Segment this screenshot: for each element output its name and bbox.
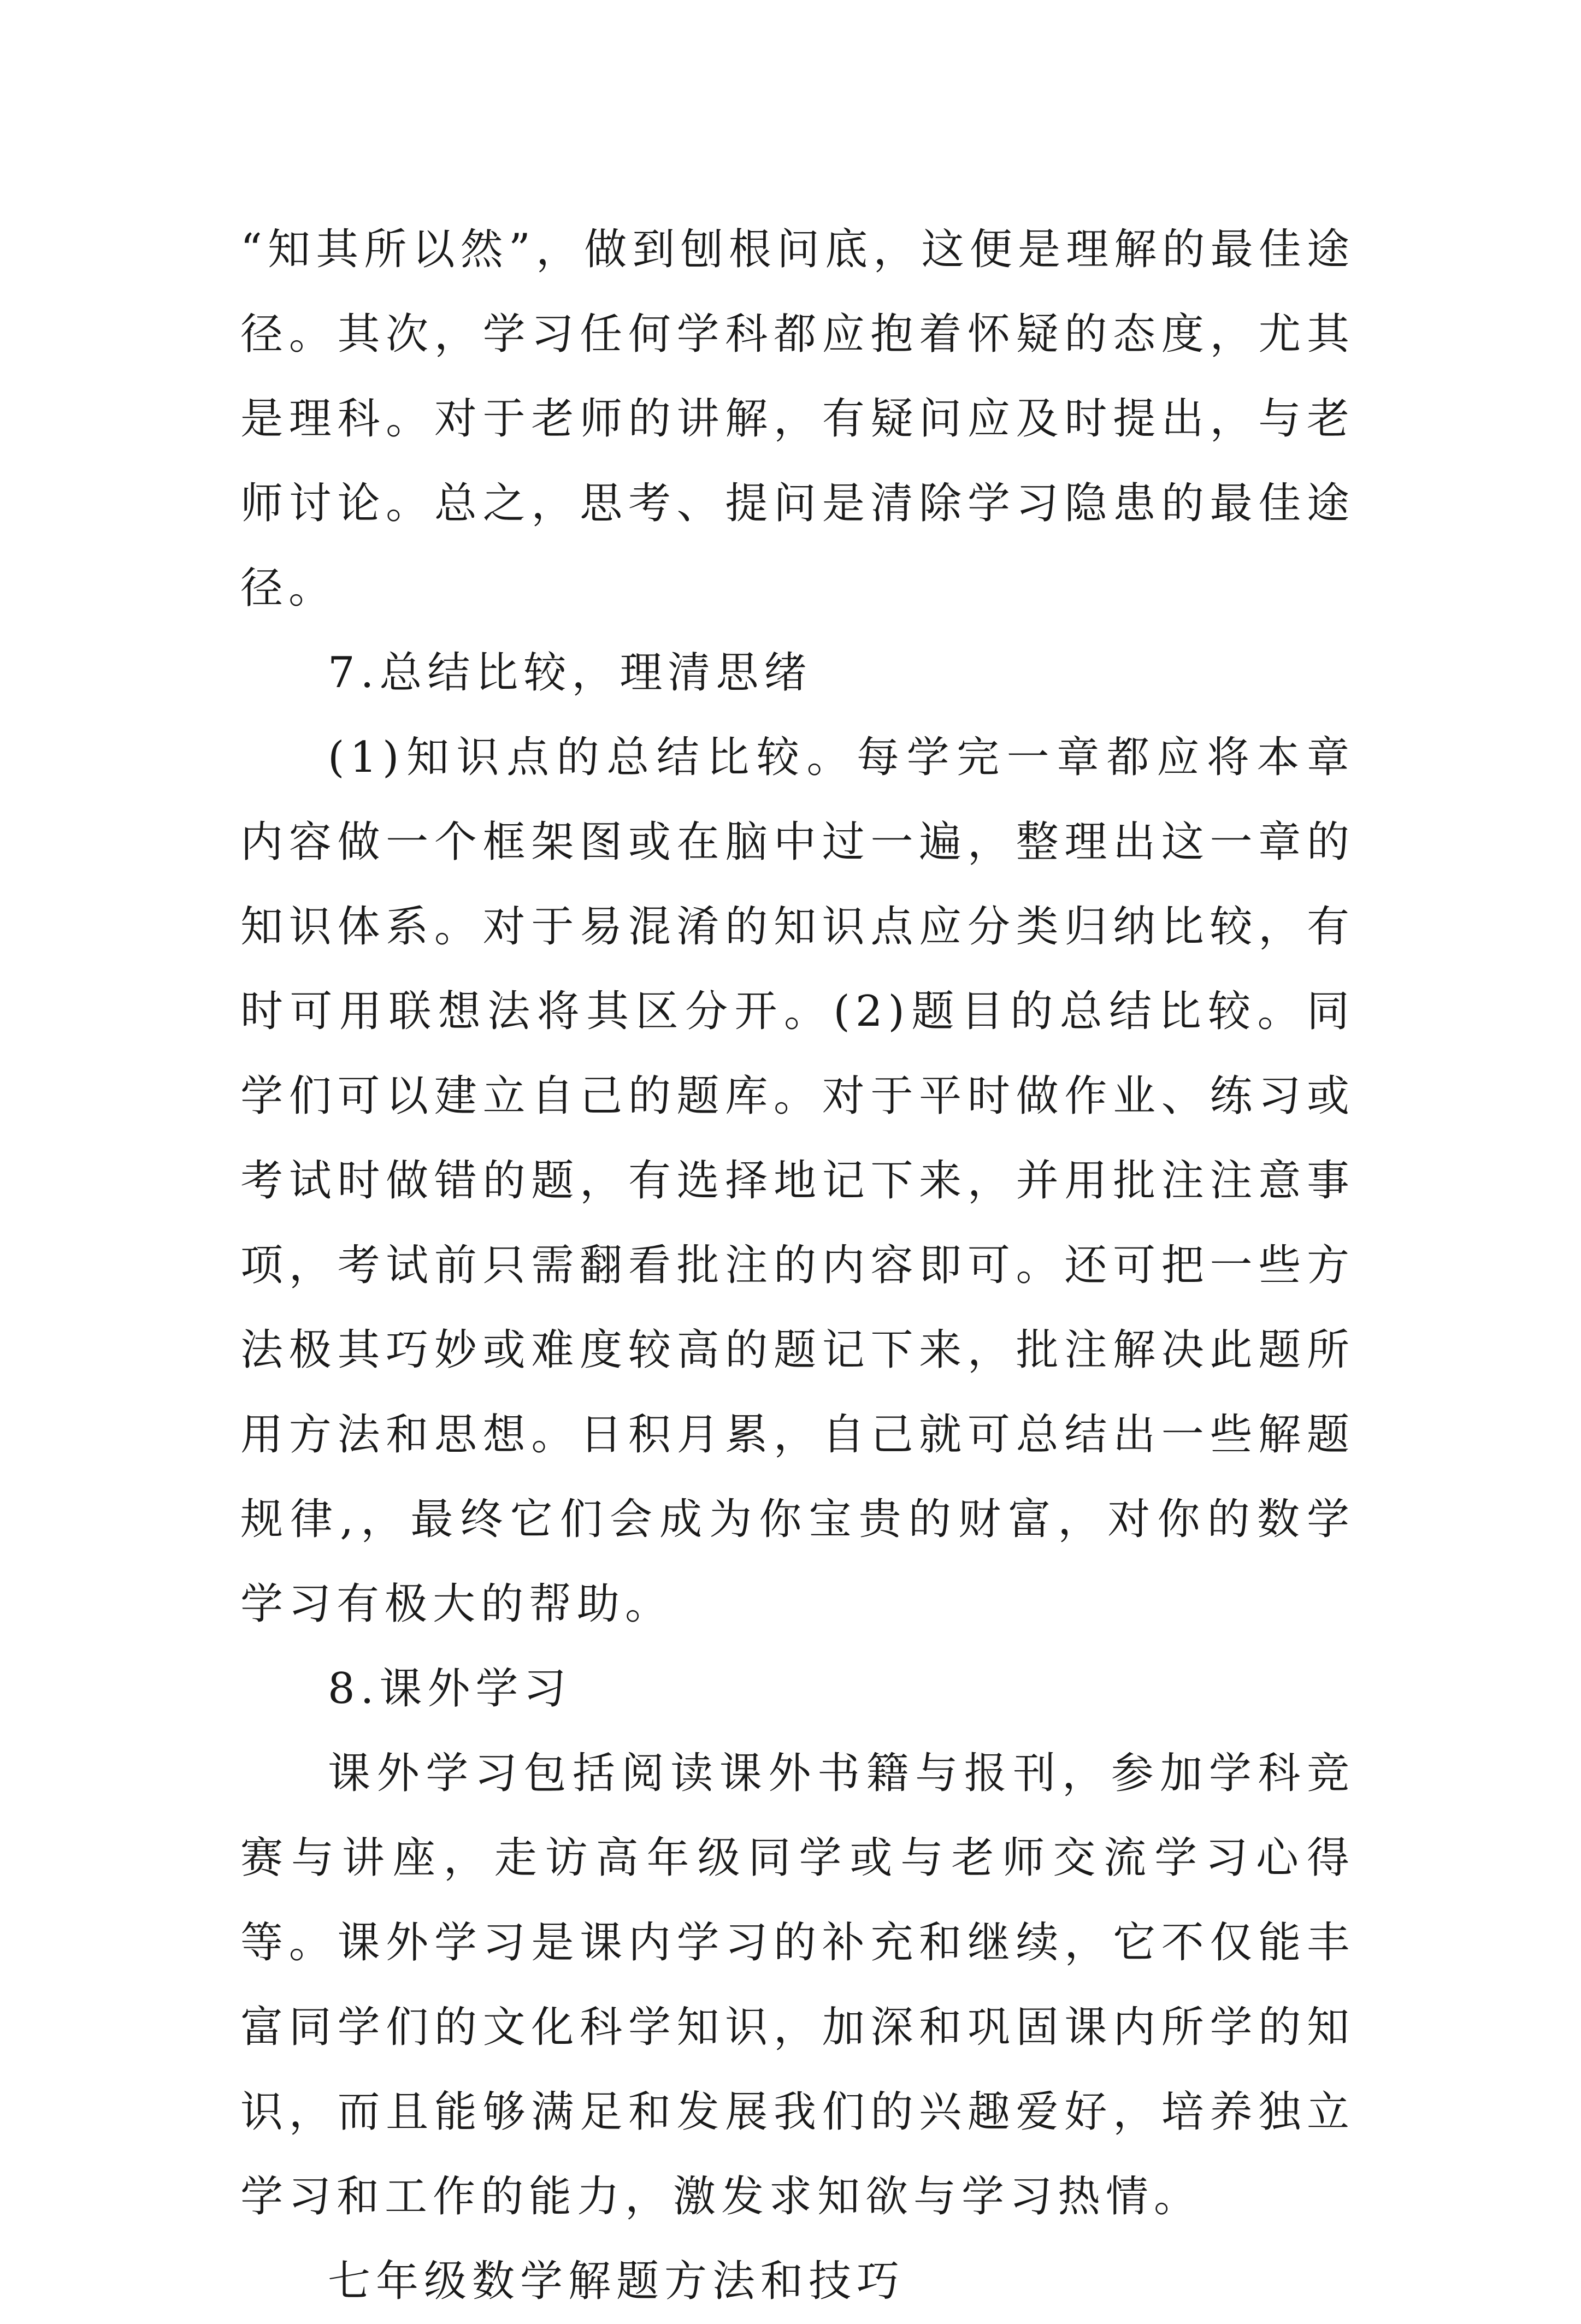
heading-summary-compare: 7.总结比较，理清思绪 <box>328 648 812 697</box>
section-title-grade7-math: 七年级数学解题方法和技巧 <box>328 2257 905 2306</box>
document-body <box>240 208 1355 2324</box>
paragraph-intro: “知其所以然”，做到刨根问底，这便是理解的最佳途径。其次，学习任何学科都应抱着怀疑的态度，尤其是理科。对于老师的讲解，有疑问应及时提出，与老师讨论。总之，思考、提问是清除学习隐患的最佳途径。 <box>240 225 1355 613</box>
paragraph-extracurricular: 课外学习包括阅读课外书籍与报刊，参加学科竞赛与讲座，走访高年级同学或与老师交流学习心得等。课外学习是课内学习的补充和继续，它不仅能丰富同学们的文化科学知识，加深和巩固课内所学的知识，而且能够满足和发展我们的兴趣爱好，培养独立学习和工作的能力，激发求知欲与学习热情。 <box>240 1749 1355 2221</box>
paragraph-summary-compare: (1)知识点的总结比较。每学完一章都应将本章内容做一个框架图或在脑中过一遍，整理出这一章的知识体系。对于易混淆的知识点应分类归纳比较，有时可用联想法将其区分开。(2)题目的总结比较。同学们可以建立自己的题库。对于平时做作业、练习或考试时做错的题，有选择地记下来，并用批注注意事项，考试前只需翻看批注的内容即可。还可把一些方法极其巧妙或难度较高的题记下来，批注解决此题所用方法和思想。日积月累，自己就可总结出一些解题规律,，最终它们会成为你宝贵的财富，对你的数学学习有极大的帮助。 <box>240 733 1355 1629</box>
heading-extracurricular: 8.课外学习 <box>328 1664 572 1713</box>
